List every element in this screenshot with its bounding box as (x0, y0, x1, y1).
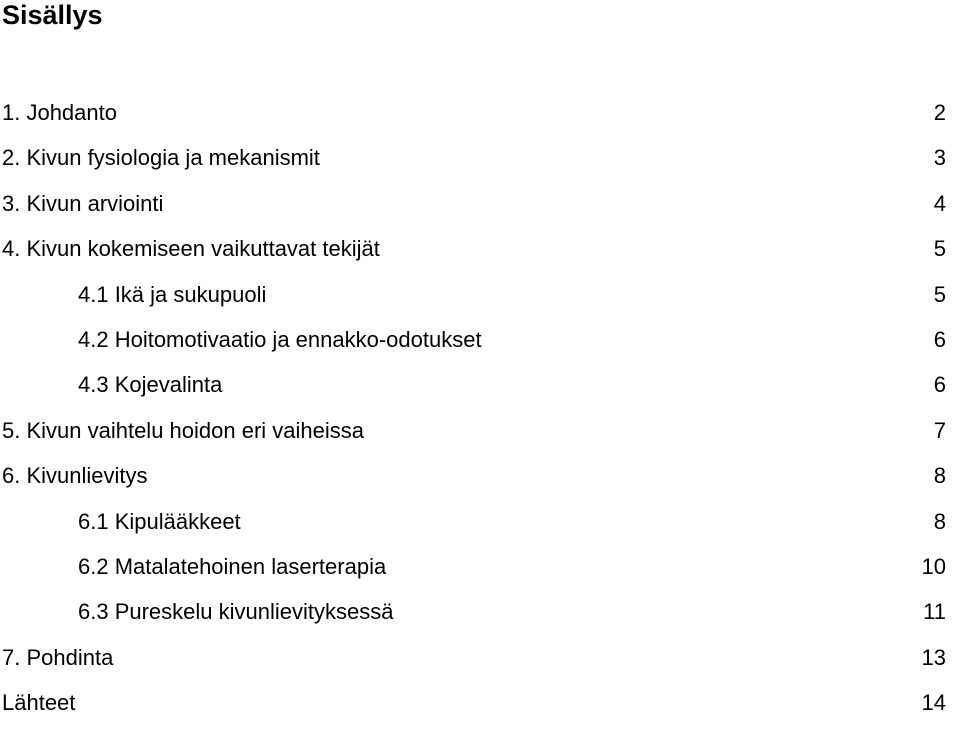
toc-entry-page-number: 14 (921, 690, 946, 716)
toc-entry-kivun-vaihtelu[interactable] (0, 414, 960, 459)
toc-entry-label: 4. Kivun kokemiseen vaikuttavat tekijät (2, 236, 380, 262)
toc-entry-label: 4.1 Ikä ja sukupuoli (78, 281, 267, 307)
toc-subentry-laserterapia[interactable] (0, 550, 960, 595)
toc-entry-label: 3. Kivun arviointi (2, 190, 164, 216)
toc-entry-page-number: 10 (921, 553, 946, 579)
toc-entry-page-number: 6 (933, 326, 946, 352)
toc-entry-label: 4.2 Hoitomotivaatio ja ennakko-odotukset (78, 326, 482, 352)
toc-entry-page-number: 3 (933, 145, 946, 171)
toc-entry-page-number: 6 (933, 372, 946, 398)
page-title: Sisällys (2, 0, 103, 30)
toc-entry-label: 6. Kivunlievitys (2, 463, 148, 489)
toc-entry-label: 6.2 Matalatehoinen laserterapia (78, 553, 387, 579)
toc-entry-pohdinta[interactable] (0, 641, 960, 686)
toc-subentry-pureskelu[interactable] (0, 595, 960, 640)
toc-entry-page-number: 11 (923, 599, 946, 625)
toc-entry-page-number: 5 (933, 281, 946, 307)
toc-entry-kivun-fysiologia[interactable] (0, 141, 960, 186)
toc-entry-johdanto[interactable] (0, 96, 960, 141)
toc-entry-label: 5. Kivun vaihtelu hoidon eri vaiheissa (2, 417, 365, 443)
toc-entry-kivun-arviointi[interactable] (0, 187, 960, 232)
toc-entry-label: 6.1 Kipulääkkeet (78, 508, 241, 534)
toc-entry-kivunlievitys[interactable] (0, 459, 960, 504)
toc-entry-label: 7. Pohdinta (2, 644, 114, 670)
toc-subentry-kipulaakkeet[interactable] (0, 505, 960, 550)
toc-entry-label: 4.3 Kojevalinta (78, 372, 223, 398)
toc-entry-page-number: 5 (933, 236, 946, 262)
toc-subentry-ika-ja-sukupuoli[interactable] (0, 278, 960, 323)
toc-entry-page-number: 8 (933, 463, 946, 489)
toc-subentry-hoitomotivaatio[interactable] (0, 323, 960, 368)
toc-entry-page-number: 7 (933, 417, 946, 443)
toc-entry-label: Lähteet (2, 690, 76, 716)
toc-entry-page-number: 2 (933, 100, 946, 125)
toc-entry-page-number: 13 (921, 644, 946, 670)
toc-entry-label: 6.3 Pureskelu kivunlievityksessä (78, 599, 394, 625)
toc-entry-label: 1. Johdanto (2, 100, 117, 125)
toc-entry-label: 2. Kivun fysiologia ja mekanismit (2, 145, 320, 171)
table-of-contents (0, 96, 960, 731)
toc-entry-page-number: 8 (933, 508, 946, 534)
toc-entry-page-number: 4 (933, 190, 946, 216)
toc-entry-kivun-kokemiseen[interactable] (0, 232, 960, 277)
toc-subentry-kojevalinta[interactable] (0, 368, 960, 413)
toc-entry-lahteet[interactable] (0, 686, 960, 731)
